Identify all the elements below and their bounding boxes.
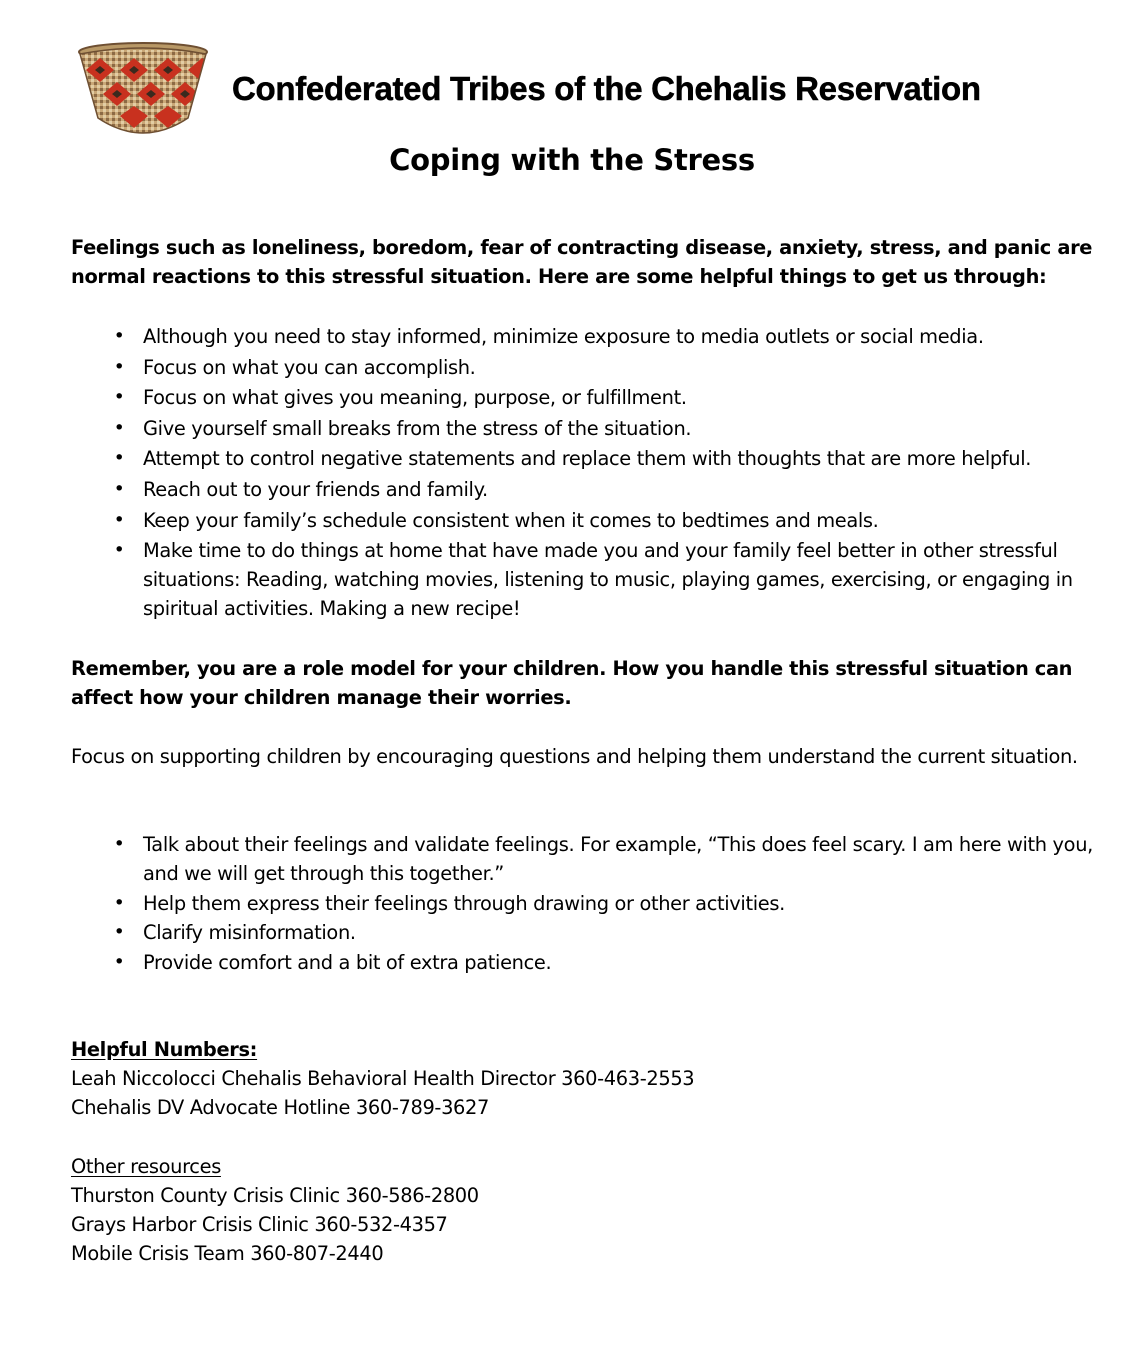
contact-line: Grays Harbor Crisis Clinic 360-532-4357 [71,1213,448,1236]
bullet-icon: • [113,539,125,562]
list-item [71,918,1111,947]
contact-line: Thurston County Crisis Clinic 360-586-2800 [71,1184,479,1207]
bullet-icon: • [113,325,125,347]
list-item [71,322,1111,351]
children-intro-paragraph: Focus on supporting children by encouraging questions and helping them understand the current situation. [71,745,1078,768]
list-item-text: Focus on what you can accomplish. [143,355,476,379]
bullet-icon: • [113,833,125,855]
document-title: Coping with the Stress [389,143,755,177]
list-item [71,830,1111,888]
contact-line: Mobile Crisis Team 360-807-2440 [71,1242,384,1265]
basket-logo [76,40,210,144]
list-item-text: Clarify misinformation. [143,921,356,944]
list-item [71,414,1111,443]
bullet-icon: • [113,416,125,439]
list-item-text: Give yourself small breaks from the stress of the situation. [143,416,692,440]
bullet-icon: • [113,508,125,531]
children-tips-list [71,830,1111,977]
list-item [71,444,1111,473]
list-item-text: Attempt to control negative statements and replace them with thoughts that are more helpful. [143,447,1032,471]
bullet-icon: • [113,477,125,500]
list-item [71,383,1111,412]
list-item-text: Talk about their feelings and validate feelings. For example, “This does feel scary. I am here with you, and we will get through this together.” [143,833,1093,885]
list-item [71,536,1111,623]
list-item-text: Make time to do things at home that have made you and your family feel better in other stressful situations: Reading, watching movies, listening to music, playing games, exercising, or engaging in spiritual activities. Making a new recipe! [143,539,1073,621]
intro-paragraph: Feelings such as loneliness, boredom, fear of contracting disease, anxiety, stress, and panic are normal reactions to this stressful situation. Here are some helpful things to get us through: [71,236,1093,288]
list-item [71,506,1111,535]
helpful-numbers-heading: Helpful Numbers: [71,1038,258,1061]
reminder-paragraph: Remember, you are a role model for your children. How you handle this stressful situation can affect how your children manage their worries. [71,657,1073,709]
bullet-icon: • [113,950,125,973]
bullet-icon: • [113,921,125,943]
list-item-text: Help them express their feelings through drawing or other activities. [143,891,785,915]
list-item-text: Provide comfort and a bit of extra patience. [143,950,552,974]
list-item-text: Focus on what gives you meaning, purpose, or fulfillment. [143,386,687,410]
bullet-icon: • [113,447,125,470]
bullet-icon: • [113,891,125,914]
contact-line: Leah Niccolocci Chehalis Behavioral Health Director 360-463-2553 [71,1067,695,1090]
list-item-text: Reach out to your friends and family. [143,477,488,501]
other-resources-heading: Other resources [71,1155,221,1178]
list-item-text: Although you need to stay informed, minimize exposure to media outlets or social media. [143,325,984,348]
list-item [71,948,1111,977]
list-item-text: Keep your family’s schedule consistent when it comes to bedtimes and meals. [143,508,879,532]
list-item [71,475,1111,504]
list-item [71,889,1111,918]
bullet-icon: • [113,386,125,409]
contact-line: Chehalis DV Advocate Hotline 360-789-3627 [71,1096,490,1119]
list-item [71,353,1111,382]
coping-tips-list [71,322,1111,625]
bullet-icon: • [113,355,125,378]
organization-title: Confederated Tribes of the Chehalis Reservation [232,70,981,107]
